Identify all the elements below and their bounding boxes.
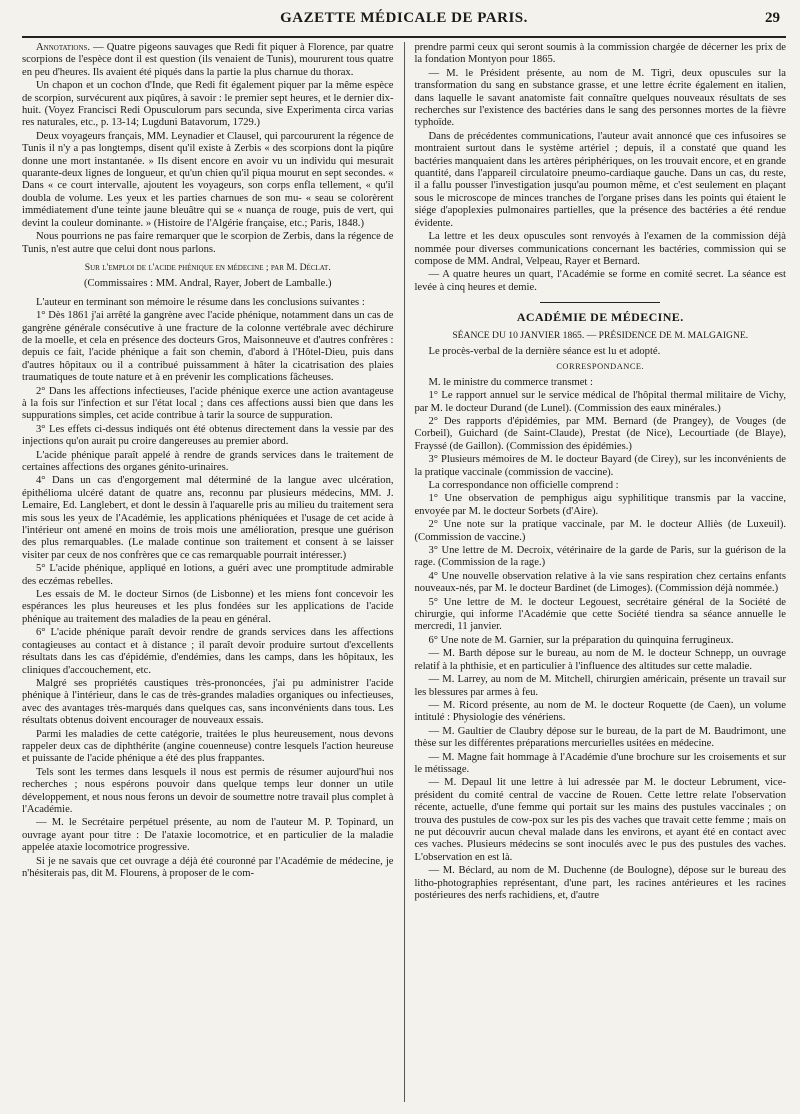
paragraph: Parmi les maladies de cette catégorie, traitées le plus heureusement, nous devons rappeler deux cas de diphthérite (angine couenneuse) contre lesquels l'action heureuse et puissante de l'acide phénique a été des plus frappantes. xyxy=(22,728,394,765)
paragraph: 6° Une note de M. Garnier, sur la préparation du quinquina ferrugineux. xyxy=(428,634,734,646)
paragraph: — M. Larrey, au nom de M. Mitchell, chirurgien américain, présente un travail sur les blessures par armes à feu. xyxy=(414,674,786,698)
paragraph: — M. Depaul lit une lettre à lui adressée par M. le docteur Lebrument, vice-président du comité central de vaccine de Rouen. Cette lettre relate l'observation récente, actuelle, d'une femme qui portait sur les mains des pustules vaccinales ; on trouva des pustules de cow-pox sur les pis des vaches que travait cette femme ; mais on ne put découvrir aucun cheval malade dans les environs, et ayant été en contact avec ces vaches. Plusieurs médecins se sont inoculés avec le pus des pustules des vaches. L'observation en est là. xyxy=(414,777,786,863)
page-header xyxy=(22,10,786,34)
correspondance-heading: CORRESPONDANCE. xyxy=(556,362,645,372)
paragraph: — M. le Secrétaire perpétuel présente, au nom de l'auteur M. P. Topinard, un ouvrage ayant pour titre : De l'ataxie locomotrice, et en particulier de la maladie appelée ataxie locomotrice progressive. xyxy=(22,817,394,854)
paragraph: Le procès-verbal de la dernière séance est lu et adopté. xyxy=(428,345,661,357)
paragraph: 1° Le rapport annuel sur le service médical de l'hôpital thermal militaire de Vichy, par M. le docteur Durand (de Lunel). (Commission des eaux minérales.) xyxy=(414,390,786,414)
paragraph: 5° L'acide phénique, appliqué en lotions, a guéri avec une promptitude admirable des eczémas rebelles. xyxy=(22,563,394,587)
paragraph: Malgré ses propriétés caustiques très-prononcées, j'ai pu administrer l'acide phénique à l'intérieur, dans le cas de très-grandes maladies organiques ou infectieuses, avec des avantages très-marqués dans quelques cas, sans inconvénients dans tous. Les résultats obtenus doivent encourager de nouveaux essais. xyxy=(22,677,394,727)
commissaires-line: (Commissaires : MM. Andral, Rayer, Jobert de Lamballe.) xyxy=(83,278,332,290)
paragraph: Dans de précédentes communications, l'auteur avait annoncé que ces infusoires se montraient surtout dans le système artériel ; depuis, il a constaté que quand les bactéries manquaient dans les artères périphériques, on les trouvait encore, et en grande quantité, dans l'appareil circulatoire pneumo-cardiaque gauche. Dans un cas, du reste, il a fallu pousser l'investigation jusqu'au poumon même, et c'est seulement en plaçant sous le microscope de minces tranches de l'organe prises dans les points qui étaient le siége d'apoplexies pulmonaires partielles, que la présence des bactéries a été rendue évidente. xyxy=(414,130,786,229)
paragraph: — M. Gaultier de Claubry dépose sur le bureau, de la part de M. Baudrimont, une thèse sur les différentes préparations mercurielles usitées en médecine. xyxy=(414,725,786,750)
paragraph: 1° Une observation de pemphigus aigu syphilitique transmis par la vaccine, envoyée par M. le docteur Sorbets (d'Aire). xyxy=(414,493,786,517)
paragraph: 2° Une note sur la pratique vaccinale, par M. le docteur Alliès (de Luxeuil). (Commission de vaccine.) xyxy=(414,519,786,543)
paragraph: — M. Béclard, au nom de M. Duchenne (de Boulogne), dépose sur le bureau des litho-photographies représentant, d'une part, les racines antérieures et les racines postérieures des nerfs rachidiens, et, d'autre xyxy=(414,865,786,901)
annotations-label: Annotations. xyxy=(36,42,91,53)
two-column-body xyxy=(22,42,786,1102)
paragraph: 1° Dès 1861 j'ai arrêté la gangrène avec l'acide phénique, notamment dans un cas de gangrène générale consécutive à une fracture de la colonne vertébrale avec déchirure de la moelle, et cela en présence des docteurs Gros, Maisonneuve et d'autres confrères : depuis ce fait, l'acide phénique a fait son chemin, d'abord à l'Hôtel-Dieu, puis dans d'autres hôpitaux ou il a contribué puissamment à hâter la cicatrisation des plaies traumatiques de toute nature et à en prévenir les complications fâcheuses. xyxy=(22,310,394,384)
seance-heading: SÉANCE DU 10 JANVIER 1865. — PRÉSIDENCE DE M. MALGAIGNE. xyxy=(452,329,749,341)
paragraph: — A quatre heures un quart, l'Académie se forme en comité secret. La séance est levée à cinq heures et demie. xyxy=(414,269,786,293)
right-column xyxy=(414,42,786,1102)
column-divider xyxy=(404,42,405,1102)
paragraph: 4° Dans un cas d'engorgement mal déterminé de la langue avec ulcération, épithélioma ulcéré datant de quatre ans, reconnu par plusieurs médecins, MM. J. Lemaire, Ed. Langlebert, et dont le dessin à l'aquarelle pris au milieu du traitement sera mis sous les yeux de l'Académie, les applications phéniquées et l'usage de cet acide à l'intérieur ont amené en moins de trois mois une amélioration, presque une guérison des plus remarquables. (Le malade continue son traitement et consent à se laisser visiter par ceux de nos confrères que ce cas remarquable pourrait intéresser.) xyxy=(22,475,394,561)
paragraph: M. le ministre du commerce transmet : xyxy=(428,376,593,388)
paragraph: 3° Les effets ci-dessus indiqués ont été obtenus directement dans la vessie par des injections qu'on aurait pu croire dangereuses au premier abord. xyxy=(22,423,394,448)
paragraph: L'auteur en terminant son mémoire le résume dans les conclusions suivantes : xyxy=(36,296,365,308)
paragraph: Les essais de M. le docteur Sirnos (de Lisbonne) et les miens font concevoir les espérances les plus heureuses et les plus fondées sur les applications de l'acide phénique au traitement des maladies de la peau en général. xyxy=(22,589,394,625)
header-rule xyxy=(22,36,786,38)
paragraph-text: — Quatre pigeons sauvages que Redi fit piquer à Florence, par quatre scorpions de l'espèce dont il est question (ils venaient de Tunis), moururent tous quatre en peu d'heures. Ils avaient été piqués dans la partie la plus charnue du thorax. xyxy=(22,42,394,78)
left-column xyxy=(22,42,394,1102)
paragraph: 2° Dans les affections infectieuses, l'acide phénique exerce une action avantageuse à la fois sur l'infection et sur l'état local ; dans ces affections aussi bien que dans les suppurations simples, cet acide contribue à tarir la source de suppuration. xyxy=(22,385,394,422)
paragraph: 5° Une lettre de M. le docteur Legouest, secrétaire général de la Société de chirurgie, qui informe l'Académie que cette Société tiendra sa séance annuelle le mercredi, 11 janvier. xyxy=(414,596,786,633)
page-number: 29 xyxy=(765,10,780,26)
paragraph: Si je ne savais que cet ouvrage a déjà été couronné par l'Académie de médecine, je n'hésiterais pas, dit M. Flourens, à proposer de le com- xyxy=(22,855,394,879)
paragraph: — M. le Président présente, au nom de M. Tigri, deux opuscules sur la transformation du sang en substance grasse, et une lettre écrite également en italien, dans laquelle le savant anatomiste fait connaître quelques nouveaux résultats de ses recherches sur l'existence des bactéries dans le sang des personnes mortes de la fièvre typhoïde. xyxy=(414,67,786,129)
paragraph: prendre parmi ceux qui seront soumis à la commission chargée de décerner les prix de la fondation Montyon pour 1865. xyxy=(414,42,786,66)
paragraph: Un chapon et un cochon d'Inde, que Redi fit également piquer par la même espèce de scorpion, survécurent aux piqûres, à savoir : le premier sept heures, et le dernier dix-huit. (Voyez Francisci Redi Opusculorum pars secunda, sive Experimenta circa varias res naturales, etc., p. 13-14; Lugduni Batavorum, 1729.) xyxy=(22,80,394,129)
paragraph: La correspondance non officielle comprend : xyxy=(428,480,619,491)
paragraph: — M. Magne fait hommage à l'Académie d'une brochure sur les croisements et sur le métissage. xyxy=(414,751,786,775)
paragraph: 3° Plusieurs mémoires de M. le docteur Bayard (de Cirey), sur les inconvénients de la pratique vaccinale (commission de vaccine). xyxy=(414,454,786,478)
paragraph: — M. Ricord présente, au nom de M. le docteur Roquette (de Caen), un volume intitulé : Physiologie des vénériens. xyxy=(414,699,786,724)
paragraph: Tels sont les termes dans lesquels il nous est permis de résumer aujourd'hui nos recherches ; nous espérons pouvoir dans quelque temps leur donner un utile développement, et nous nous ferons un devoir de soumettre notre travail plus complet à l'Académie. xyxy=(22,766,394,815)
paragraph: — M. Barth dépose sur le bureau, au nom de M. le docteur Schnepp, un ouvrage relatif à la phthisie, et en particulier à l'influence des altitudes sur cette maladie. xyxy=(414,648,786,672)
academie-heading: ACADÉMIE DE MÉDECINE. xyxy=(516,310,684,325)
separator-rule xyxy=(540,302,660,303)
paragraph: 4° Une nouvelle observation relative à la vie sans respiration chez certains enfants nouveaux-nés, par M. le docteur Bardinet (de Limoges). (Commission déjà nommée.) xyxy=(414,570,786,595)
paragraph: 6° L'acide phénique paraît devoir rendre de grands services dans les affections contagieuses au contact et à distance ; il paraît devoir produire surtout d'excellents résultats dans les cas d'épidémie, d'endémies, dans les camps, dans les hôpitaux, les cliniques d'accouchement, etc. xyxy=(22,627,394,676)
paragraph: 3° Une lettre de M. Decroix, vétérinaire de la garde de Paris, sur la guérison de la rage. (Commission de la rage.) xyxy=(414,545,786,569)
section-title: Sur l'emploi de l'acide phénique en médecine ; par M. Déclat. xyxy=(84,261,331,273)
paragraph: 2° Des rapports d'épidémies, par MM. Bernard (de Prangey), de Vouges (de Corbeil), Guichard (de Saint-Claude), Prestat (de Nice), Lecourtiade (de Blaye), Frayssé (de Gaillon). (Commission des épidémies.) xyxy=(414,415,786,452)
paragraph: Nous pourrions ne pas faire remarquer que le scorpion de Zerbis, dans la régence de Tunis, n'est autre que celui dont nous parlons. xyxy=(22,231,394,255)
paragraph xyxy=(22,42,394,79)
paragraph: La lettre et les deux opuscules sont renvoyés à l'examen de la commission déjà nommée pour diverses communications concernant les bactéries, commission qui se compose de MM. Andral, Velpeau, Rayer et Bernard. xyxy=(414,231,786,267)
paragraph: L'acide phénique paraît appelé à rendre de grands services dans le traitement de certaines affections des organes génito-urinaires. xyxy=(22,449,394,473)
paragraph: Deux voyageurs français, MM. Leynadier et Clausel, qui parcoururent la régence de Tunis il n'y a pas longtemps, disent qu'il existe à Zerbis « des scorpions dont la piqûre donne une mort instantanée. » Ils disent encore en avoir vu un individu qui mesurait quarante-deux lignes de longueur, et qu'un chien qu'il piqua mourut en sept secondes. « Dans « ce court intervalle, ajoutent les voyageurs, son corps enfla tellement, « qu'il doubla de volume. Les yeux et les parties charnues de son mu- « seau se colorèrent immédiatement d'une teinte jaune bleuâtre qui se « nuança de rouge, puis de vert, qui devint la couleur dominante. » (Histoire de l'Algérie française, etc.; Paris, 1848.) xyxy=(22,130,394,229)
journal-title: GAZETTE MÉDICALE DE PARIS. xyxy=(280,10,528,26)
